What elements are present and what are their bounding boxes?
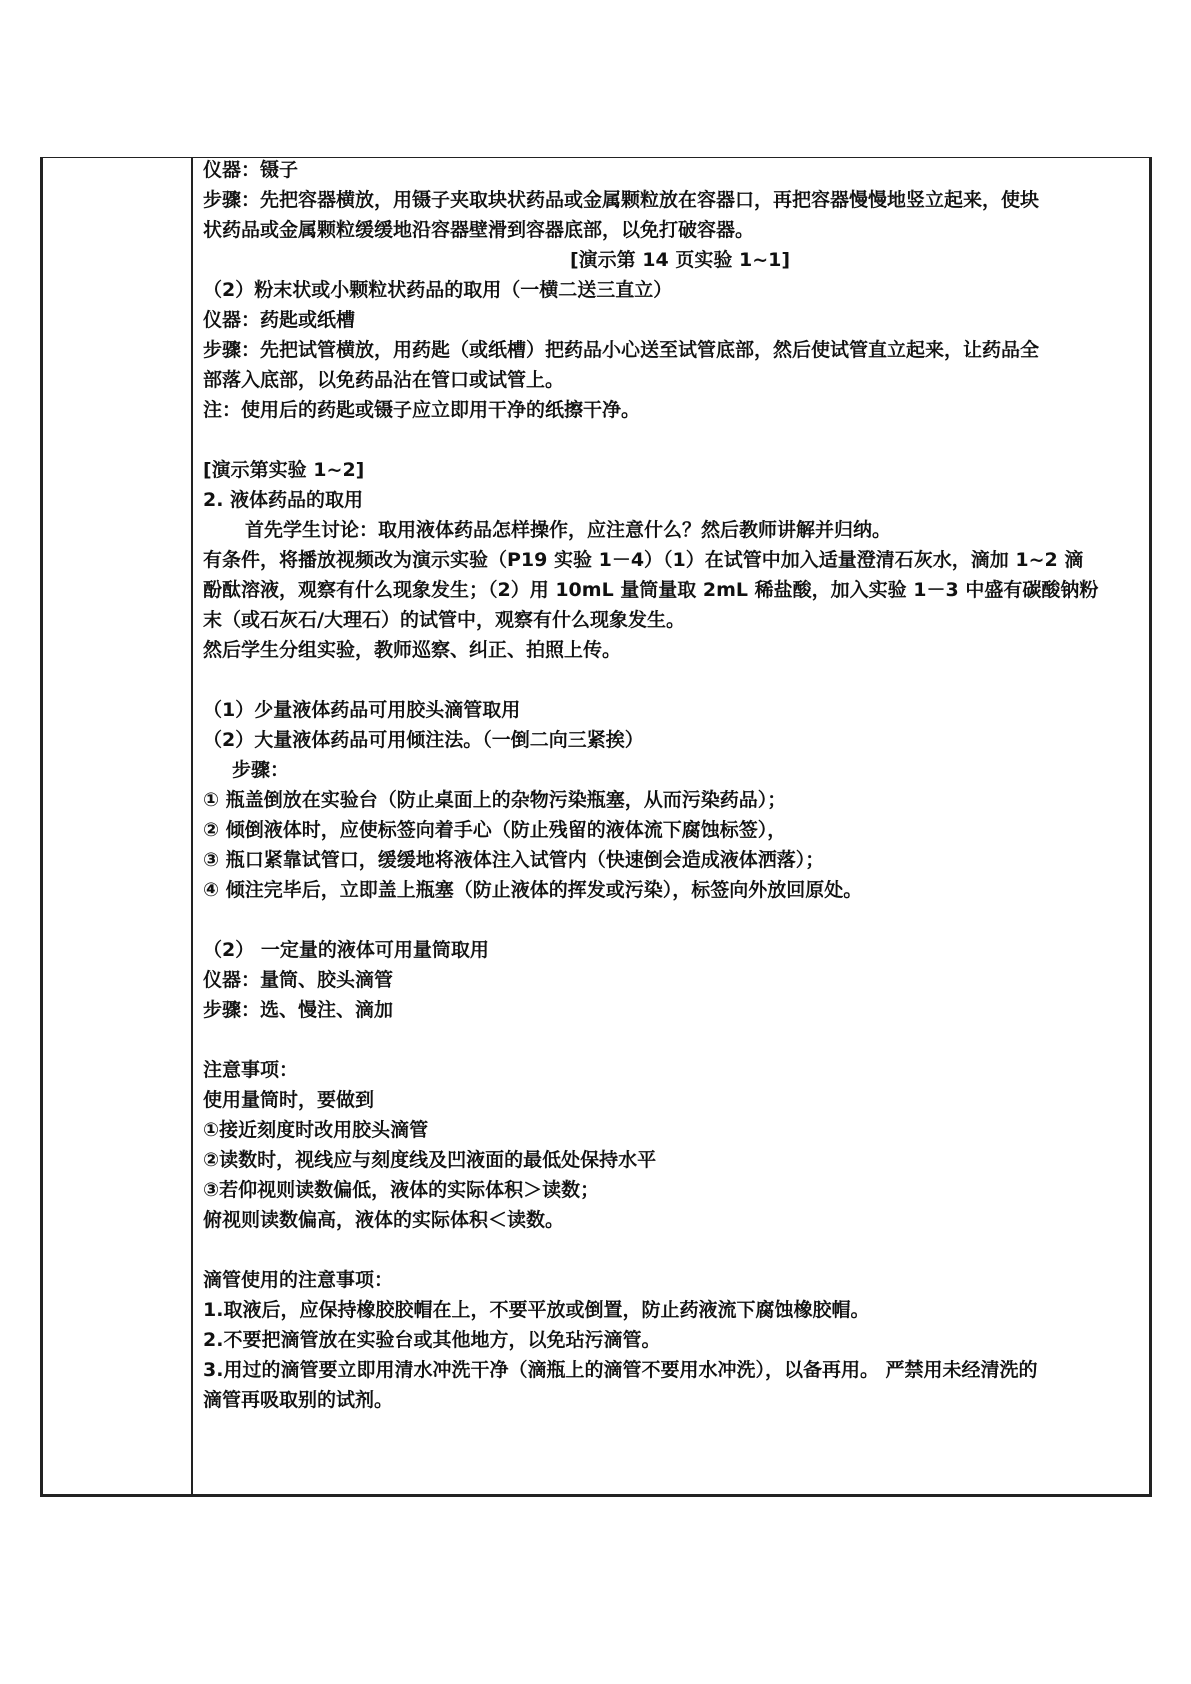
list-item: 滴管再吸取别的试剂。 — [203, 1389, 394, 1411]
text-line: 部落入底部，以免药品沾在管口或试管上。 — [203, 369, 565, 391]
text-line: 首先学生讨论：取用液体药品怎样操作，应注意什么？然后教师讲解并归纳。 — [245, 519, 892, 541]
list-item: 3.用过的滴管要立即用清水冲洗干净（滴瓶上的滴管不要用水冲洗），以备再用。 严禁用未经清洗的 — [203, 1359, 1038, 1381]
list-item: 1.取液后，应保持橡胶胶帽在上，不要平放或倒置，防止药液流下腐蚀橡胶帽。 — [203, 1299, 870, 1321]
text-line: 步骤：先把试管横放，用药匙（或纸槽）把药品小心送至试管底部，然后使试管直立起来，让药品全 — [203, 339, 1040, 361]
demo-reference: [演示第 14 页实验 1~1] — [570, 249, 791, 271]
list-item: 2.不要把滴管放在实验台或其他地方，以免玷污滴管。 — [203, 1329, 661, 1351]
text-line: 然后学生分组实验，教师巡察、纠正、拍照上传。 — [203, 639, 622, 661]
section-heading: （2）粉末状或小颗粒状药品的取用（一横二送三直立） — [203, 279, 673, 301]
text-line: 末（或石灰石/大理石）的试管中，观察有什么现象发生。 — [203, 609, 685, 631]
text-line: （2）大量液体药品可用倾注法。（一倒二向三紧挨） — [203, 729, 644, 751]
text-line: 步骤：先把容器横放，用镊子夹取块状药品或金属颗粒放在容器口，再把容器慢慢地竖立起来，使块 — [203, 189, 1040, 211]
list-item: ③若仰视则读数偏低，液体的实际体积＞读数； — [203, 1179, 600, 1201]
list-item: ① 瓶盖倒放在实验台（防止桌面上的杂物污染瓶塞，从而污染药品）； — [203, 789, 787, 811]
text-line: 仪器：药匙或纸槽 — [203, 309, 356, 331]
section-heading: （2） 一定量的液体可用量筒取用 — [203, 939, 489, 961]
section-heading: 滴管使用的注意事项： — [203, 1269, 394, 1291]
column-divider — [191, 157, 193, 1497]
text-line: 使用量筒时，要做到 — [203, 1089, 375, 1111]
text-line: 步骤：选、慢注、滴加 — [203, 999, 394, 1021]
text-line: （1）少量液体药品可用胶头滴管取用 — [203, 699, 521, 721]
section-heading: 注意事项： — [203, 1059, 299, 1081]
list-item: ④ 倾注完毕后，立即盖上瓶塞（防止液体的挥发或污染），标签向外放回原处。 — [203, 879, 863, 901]
text-line: 酚酞溶液，观察有什么现象发生；（2）用 10mL 量筒量取 2mL 稀盐酸，加入实验 1－3 中盛有碳酸钠粉 — [203, 579, 1099, 601]
text-line: 有条件，将播放视频改为演示实验（P19 实验 1－4）（1）在试管中加入适量澄清石灰水，滴加 1~2 滴 — [203, 549, 1084, 571]
note-line: 注：使用后的药匙或镊子应立即用干净的纸擦干净。 — [203, 399, 641, 421]
text-line: 仪器：镊子 — [203, 159, 299, 181]
list-item: 俯视则读数偏高，液体的实际体积＜读数。 — [203, 1209, 565, 1231]
text-line: 仪器：量筒、胶头滴管 — [203, 969, 394, 991]
list-item: ②读数时，视线应与刻度线及凹液面的最低处保持水平 — [203, 1149, 657, 1171]
list-item: ①接近刻度时改用胶头滴管 — [203, 1119, 429, 1141]
steps-label: 步骤： — [232, 759, 290, 781]
text-line: 状药品或金属颗粒缓缓地沿容器壁滑到容器底部，以免打破容器。 — [203, 219, 755, 241]
list-item: ② 倾倒液体时，应使标签向着手心（防止残留的液体流下腐蚀标签）， — [203, 819, 787, 841]
list-item: ③ 瓶口紧靠试管口，缓缓地将液体注入试管内（快速倒会造成液体洒落）； — [203, 849, 825, 871]
section-heading: 2. 液体药品的取用 — [203, 489, 364, 511]
demo-reference: [演示第实验 1~2] — [203, 459, 365, 481]
